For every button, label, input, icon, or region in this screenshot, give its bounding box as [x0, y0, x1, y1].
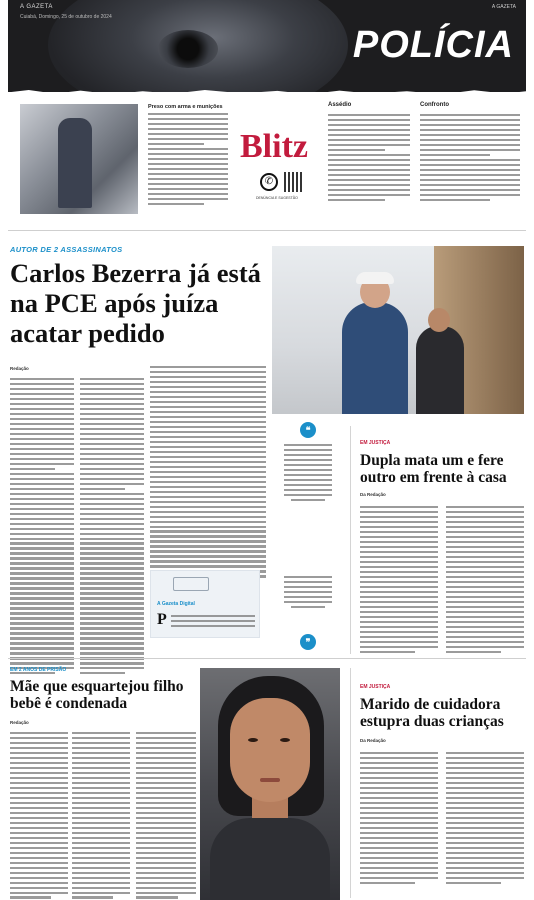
text-lines: [148, 113, 228, 205]
story4-body-col2: [446, 752, 524, 887]
blitz-col2-head: Assédio: [328, 102, 352, 108]
blitz-logo: Blitz: [240, 128, 308, 165]
story4-headline: Marido de cuidadora estupra duas crianças: [360, 696, 504, 730]
blitz-column-2: [328, 114, 410, 204]
blitz-column-1: [148, 104, 228, 208]
main-photo: [272, 246, 524, 414]
main-headline: Carlos Bezerra já está na PCE após juíza acatar pedido: [10, 258, 261, 348]
date-line: Cuiabá, Domingo, 25 de outubro de 2024: [20, 14, 112, 20]
story3-body-col1: [10, 732, 68, 900]
main-byline: Redação: [10, 366, 29, 371]
blitz-col1-head: Preso com arma e munições: [148, 104, 223, 110]
story4-byline: Da Redação: [360, 738, 386, 743]
story2-headline: Dupla mata um e fere outro em frente à casa: [360, 452, 507, 486]
quote-icon: ❞: [300, 634, 316, 650]
whatsapp-caption: DENÚNCIA E SUGESTÃO: [256, 196, 298, 200]
banner-iris-image: [158, 30, 218, 68]
story3-kicker: EM 2 ANOS DE PRISÃO: [10, 667, 67, 673]
story3-byline: Redação: [10, 720, 29, 725]
main-kicker: AUTOR DE 2 ASSASSINATOS: [10, 245, 123, 254]
main-body-col3: [150, 366, 266, 585]
blitz-box: [12, 98, 526, 222]
column-separator: [350, 426, 351, 654]
promo-title: A Gazeta Digital: [157, 601, 195, 607]
section-divider: [8, 658, 526, 659]
story2-kicker: EM JUSTIÇA: [360, 440, 391, 446]
blitz-col3-head: Confronto: [420, 102, 449, 108]
story3-body-col3: [136, 732, 196, 900]
promo-initial: P: [157, 611, 167, 628]
story2-body-col1: [360, 506, 438, 656]
main-body-col2: [80, 378, 144, 677]
main-body-col1: [10, 378, 74, 677]
side-quote-2: [284, 576, 332, 611]
promo-devices-icon: [173, 577, 209, 591]
story3-headline: Mãe que esquartejou filho bebê é condenada: [10, 678, 184, 712]
story4-kicker: EM JUSTIÇA: [360, 684, 391, 690]
section-divider: [8, 230, 526, 231]
whatsapp-icon: ✆: [260, 173, 278, 191]
qr-code-icon: [284, 172, 304, 192]
side-quote-1: [284, 444, 332, 504]
quote-icon: ❝: [300, 422, 316, 438]
section-title: POLÍCIA: [352, 24, 514, 66]
masthead: A GAZETA: [20, 4, 53, 10]
promo-text: [171, 615, 255, 630]
column-separator: [350, 668, 351, 898]
story3-body-col2: [72, 732, 130, 900]
blitz-photo: [20, 104, 138, 214]
promo-box[interactable]: [150, 570, 260, 638]
story2-byline: Da Redação: [360, 492, 386, 497]
blitz-column-3: [420, 114, 520, 204]
page-label: A GAZETA: [491, 4, 516, 10]
section-banner: [8, 0, 526, 92]
story4-body-col1: [360, 752, 438, 887]
story2-body-col2: [446, 506, 524, 656]
story3-photo: [200, 668, 340, 900]
